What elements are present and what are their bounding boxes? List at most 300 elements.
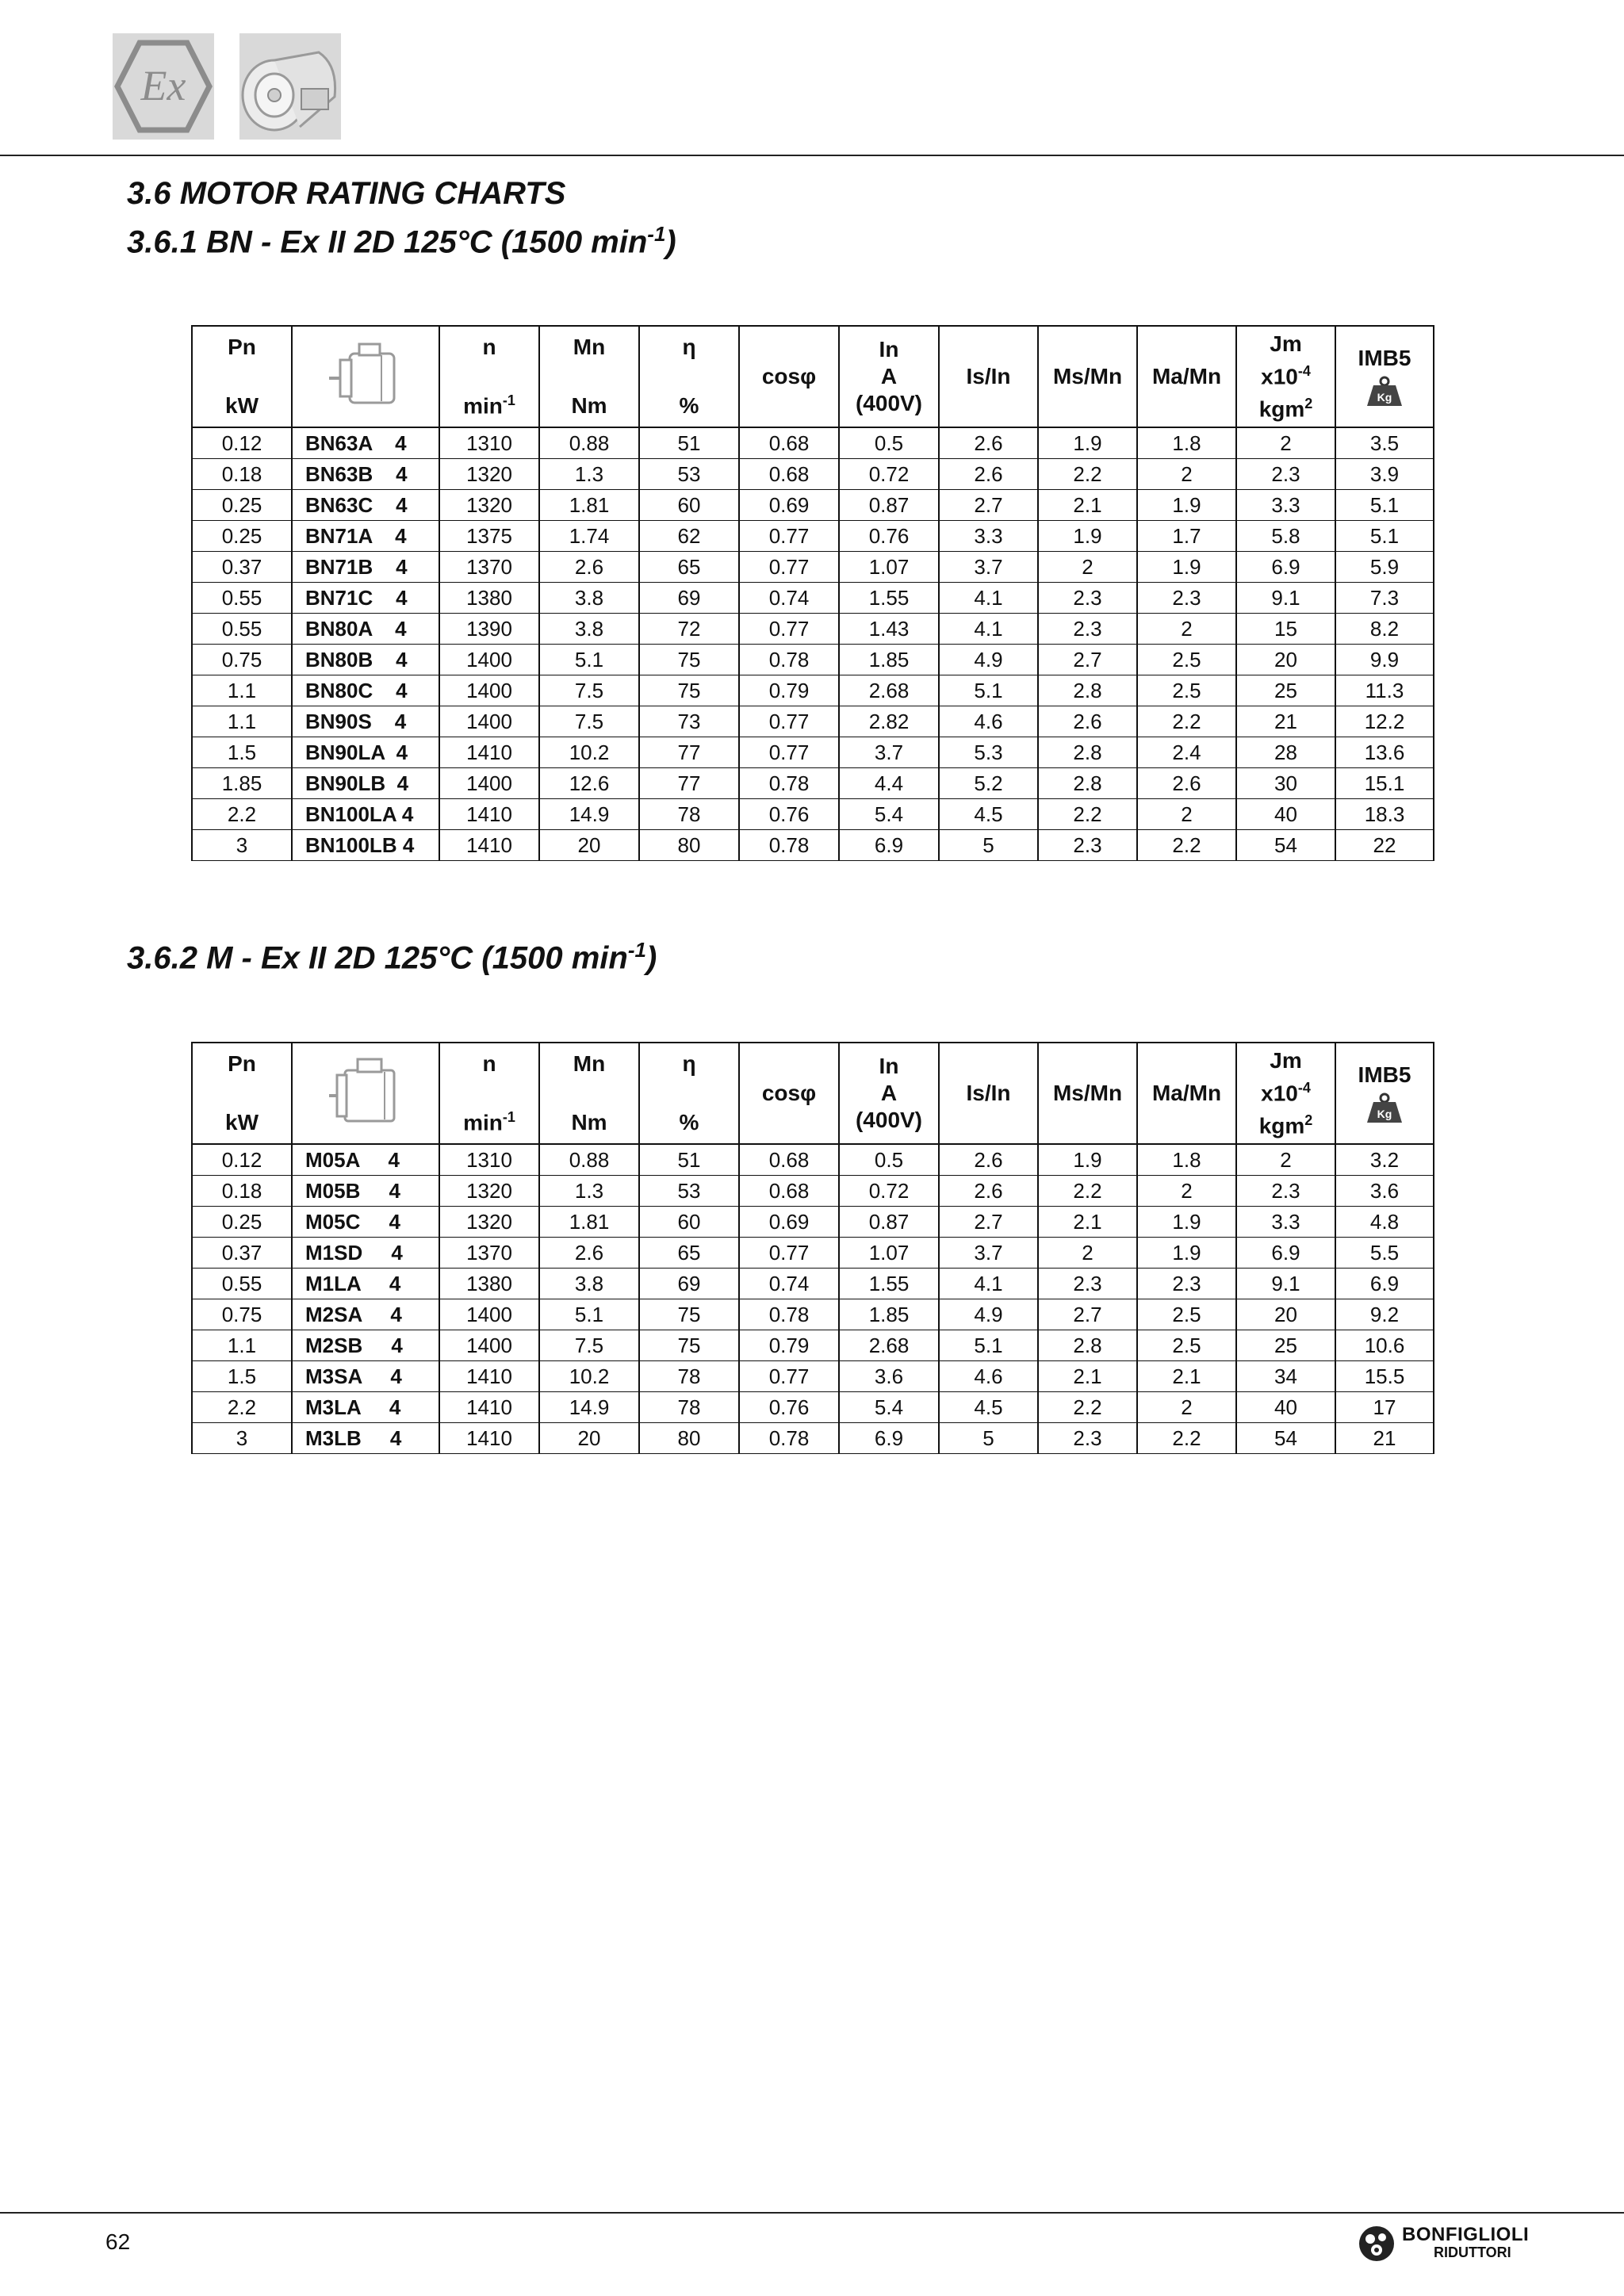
table-cell: 7.5 <box>539 706 639 737</box>
table-cell: 1410 <box>439 1361 539 1392</box>
motor-type-cell: BN90LB 4 <box>292 768 439 799</box>
col-mn <box>539 1043 639 1144</box>
pn-unit: kW <box>225 1110 259 1135</box>
footer-divider <box>0 2212 1624 2214</box>
table-cell: 2.2 <box>1038 1176 1137 1207</box>
table-cell: 28 <box>1236 737 1335 768</box>
table-cell: 1.85 <box>839 645 939 675</box>
table-cell: 7.3 <box>1335 583 1434 614</box>
table-cell: 2.3 <box>1137 1269 1236 1299</box>
table-cell: 0.87 <box>839 1207 939 1238</box>
table2-heading-sup: -1 <box>627 938 646 962</box>
pn-unit: kW <box>225 393 259 418</box>
motor-type-cell: BN80B 4 <box>292 645 439 675</box>
col-type-icon <box>292 1043 439 1144</box>
table-cell: 21 <box>1335 1423 1434 1454</box>
table-body <box>192 1144 1434 1454</box>
table-cell: 3.9 <box>1335 459 1434 490</box>
table-cell: 1400 <box>439 645 539 675</box>
table-cell: 2.2 <box>1038 459 1137 490</box>
table-cell: 2.6 <box>939 459 1038 490</box>
motor-type-cell: BN80C 4 <box>292 675 439 706</box>
n-label: n <box>482 335 496 359</box>
col-jm <box>1236 326 1335 427</box>
table-cell: 1400 <box>439 675 539 706</box>
in-voltage: (400V) <box>855 1108 923 1132</box>
table-cell: 1.8 <box>1137 427 1236 459</box>
table-cell: 1400 <box>439 1299 539 1330</box>
table-cell: 0.69 <box>739 490 839 521</box>
table-cell: 1.85 <box>839 1299 939 1330</box>
table2-heading-close: ) <box>645 940 657 976</box>
col-isin: Is/In <box>939 326 1038 427</box>
table-cell: 2.2 <box>1137 1423 1236 1454</box>
table-cell: 1410 <box>439 830 539 861</box>
table-cell: 1375 <box>439 521 539 552</box>
table-cell: 2.2 <box>192 799 292 830</box>
table-cell: 0.68 <box>739 427 839 459</box>
table-cell: 2.7 <box>1038 1299 1137 1330</box>
table-cell: 1400 <box>439 768 539 799</box>
table-cell: 20 <box>539 830 639 861</box>
table-cell: 75 <box>639 675 739 706</box>
table-cell: 10.6 <box>1335 1330 1434 1361</box>
table-cell: 60 <box>639 1207 739 1238</box>
table-cell: 5.1 <box>539 645 639 675</box>
table-cell: 6.9 <box>1236 1238 1335 1269</box>
table-cell: 9.9 <box>1335 645 1434 675</box>
n-label: n <box>482 1051 496 1076</box>
table-cell: 78 <box>639 799 739 830</box>
table-cell: 1310 <box>439 427 539 459</box>
motor-icon <box>239 33 341 140</box>
table-cell: 54 <box>1236 830 1335 861</box>
table-cell: 0.5 <box>839 1144 939 1176</box>
table-row <box>192 521 1434 552</box>
table-cell: 3.3 <box>1236 490 1335 521</box>
table-cell: 5.9 <box>1335 552 1434 583</box>
table-row <box>192 614 1434 645</box>
table-cell: 5 <box>939 830 1038 861</box>
table-cell: 2.2 <box>192 1392 292 1423</box>
table-cell: 0.75 <box>192 1299 292 1330</box>
table-cell: 30 <box>1236 768 1335 799</box>
table-cell: 1320 <box>439 490 539 521</box>
table-cell: 12.2 <box>1335 706 1434 737</box>
table-cell: 8.2 <box>1335 614 1434 645</box>
jm-unit-sup: 2 <box>1304 1112 1313 1128</box>
table-header-row <box>192 1043 1434 1144</box>
table-cell: 2.6 <box>1137 768 1236 799</box>
table-cell: 40 <box>1236 1392 1335 1423</box>
motor-type-cell: BN100LA 4 <box>292 799 439 830</box>
table-row <box>192 459 1434 490</box>
table-cell: 1410 <box>439 737 539 768</box>
motor-type-cell: BN71A 4 <box>292 521 439 552</box>
table-cell: 0.88 <box>539 427 639 459</box>
table-cell: 2.3 <box>1236 459 1335 490</box>
n-unit <box>463 392 515 419</box>
table-cell: 2.3 <box>1137 583 1236 614</box>
table-cell: 0.18 <box>192 459 292 490</box>
table-cell: 4.6 <box>939 706 1038 737</box>
table-cell: 1.9 <box>1137 490 1236 521</box>
col-eta <box>639 326 739 427</box>
table-cell: 3.3 <box>939 521 1038 552</box>
table-cell: 5.3 <box>939 737 1038 768</box>
table-cell: 51 <box>639 1144 739 1176</box>
eta-unit: % <box>679 1110 699 1135</box>
table-cell: 0.55 <box>192 583 292 614</box>
table-cell: 1.81 <box>539 490 639 521</box>
table-cell: 2.7 <box>939 490 1038 521</box>
table-cell: 2 <box>1137 614 1236 645</box>
table-cell: 0.77 <box>739 552 839 583</box>
table-row <box>192 552 1434 583</box>
table-cell: 2.8 <box>1038 675 1137 706</box>
in-unit: A <box>880 364 898 388</box>
table-cell: 13.6 <box>1335 737 1434 768</box>
table-cell: 1370 <box>439 552 539 583</box>
kg-text: Kg <box>1377 391 1392 404</box>
brand-sub: RIDUTTORI <box>1434 2244 1511 2260</box>
table-cell: 54 <box>1236 1423 1335 1454</box>
table-cell: 4.8 <box>1335 1207 1434 1238</box>
table-cell: 0.12 <box>192 1144 292 1176</box>
table-cell: 1310 <box>439 1144 539 1176</box>
table-cell: 3.3 <box>1236 1207 1335 1238</box>
table-cell: 2.82 <box>839 706 939 737</box>
table-cell: 4.1 <box>939 583 1038 614</box>
table-cell: 0.25 <box>192 1207 292 1238</box>
m-motor-icon <box>326 1053 405 1129</box>
table-cell: 2.6 <box>939 1176 1038 1207</box>
table-row <box>192 675 1434 706</box>
table-cell: 75 <box>639 645 739 675</box>
table-cell: 69 <box>639 1269 739 1299</box>
table-cell: 0.77 <box>739 1361 839 1392</box>
table-cell: 0.77 <box>739 1238 839 1269</box>
table1-heading-close: ) <box>665 224 676 260</box>
table-cell: 5.2 <box>939 768 1038 799</box>
n-unit-text: min <box>463 393 503 418</box>
col-msmn: Ms/Mn <box>1038 1043 1137 1144</box>
table-cell: 15.1 <box>1335 768 1434 799</box>
table-cell: 75 <box>639 1299 739 1330</box>
table-cell: 5.4 <box>839 1392 939 1423</box>
table-cell: 2.4 <box>1137 737 1236 768</box>
table-cell: 3.8 <box>539 614 639 645</box>
table-cell: 3.8 <box>539 1269 639 1299</box>
table-cell: 5.1 <box>539 1299 639 1330</box>
table-cell: 2.5 <box>1137 1330 1236 1361</box>
motor-type-cell: BN71C 4 <box>292 583 439 614</box>
table-cell: 77 <box>639 737 739 768</box>
table-row <box>192 1423 1434 1454</box>
table-cell: 10.2 <box>539 737 639 768</box>
table1-heading-sup: -1 <box>647 222 666 246</box>
table-cell: 0.78 <box>739 1423 839 1454</box>
table-cell: 0.78 <box>739 830 839 861</box>
motor-type-cell: M3LA 4 <box>292 1392 439 1423</box>
table-cell: 2 <box>1137 1392 1236 1423</box>
table-cell: 2.6 <box>1038 706 1137 737</box>
table-cell: 2.5 <box>1137 1299 1236 1330</box>
table-cell: 11.3 <box>1335 675 1434 706</box>
jm-unit-sup: 2 <box>1304 396 1313 411</box>
brand-name: BONFIGLIOLI <box>1402 2224 1530 2245</box>
table-cell: 25 <box>1236 1330 1335 1361</box>
motor-type-cell: M2SB 4 <box>292 1330 439 1361</box>
table-cell: 3.5 <box>1335 427 1434 459</box>
motor-type-cell: BN100LB 4 <box>292 830 439 861</box>
table-row <box>192 1207 1434 1238</box>
table-cell: 2.1 <box>1137 1361 1236 1392</box>
n-unit-sup: -1 <box>502 1108 515 1125</box>
table-cell: 2.6 <box>939 1144 1038 1176</box>
table-cell: 1.9 <box>1137 1238 1236 1269</box>
table-cell: 1.5 <box>192 1361 292 1392</box>
table-cell: 0.77 <box>739 614 839 645</box>
table-cell: 3 <box>192 1423 292 1454</box>
table-cell: 2 <box>1236 1144 1335 1176</box>
table-cell: 65 <box>639 552 739 583</box>
table-cell: 2 <box>1038 552 1137 583</box>
table-row <box>192 1330 1434 1361</box>
kg-text: Kg <box>1377 1108 1392 1120</box>
table-cell: 15.5 <box>1335 1361 1434 1392</box>
col-mamn: Ma/Mn <box>1137 1043 1236 1144</box>
jm-label: Jm <box>1270 331 1302 356</box>
table-cell: 1.55 <box>839 1269 939 1299</box>
table-cell: 2.68 <box>839 675 939 706</box>
table-cell: 3.8 <box>539 583 639 614</box>
table-cell: 2 <box>1236 427 1335 459</box>
table-cell: 15 <box>1236 614 1335 645</box>
weight-kg-icon <box>1365 376 1404 408</box>
table-cell: 75 <box>639 1330 739 1361</box>
table-cell: 0.37 <box>192 552 292 583</box>
table-cell: 1.9 <box>1038 521 1137 552</box>
table-cell: 0.75 <box>192 645 292 675</box>
table-row <box>192 768 1434 799</box>
table-cell: 1390 <box>439 614 539 645</box>
table-cell: 0.87 <box>839 490 939 521</box>
table-cell: 1.85 <box>192 768 292 799</box>
table-cell: 22 <box>1335 830 1434 861</box>
table-cell: 1.8 <box>1137 1144 1236 1176</box>
table-cell: 0.76 <box>839 521 939 552</box>
table-cell: 2.5 <box>1137 675 1236 706</box>
section-title: 3.6 MOTOR RATING CHARTS <box>127 176 566 211</box>
bonfiglioli-gear-icon <box>1358 2225 1396 2263</box>
jm-x: x10 <box>1261 364 1298 388</box>
table-cell: 80 <box>639 830 739 861</box>
table-cell: 0.76 <box>739 799 839 830</box>
table-cell: 9.2 <box>1335 1299 1434 1330</box>
imb5-label: IMB5 <box>1358 1062 1411 1087</box>
jm-label: Jm <box>1270 1047 1302 1073</box>
table-cell: 4.5 <box>939 1392 1038 1423</box>
table-cell: 0.77 <box>739 706 839 737</box>
table-cell: 34 <box>1236 1361 1335 1392</box>
table-cell: 1.43 <box>839 614 939 645</box>
table-cell: 2.8 <box>1038 1330 1137 1361</box>
table-cell: 2.1 <box>1038 490 1137 521</box>
col-mamn: Ma/Mn <box>1137 326 1236 427</box>
col-isin: Is/In <box>939 1043 1038 1144</box>
table-cell: 0.78 <box>739 768 839 799</box>
table-cell: 2.6 <box>939 427 1038 459</box>
table-cell: 9.1 <box>1236 583 1335 614</box>
table-cell: 77 <box>639 768 739 799</box>
table-row <box>192 645 1434 675</box>
table-cell: 10.2 <box>539 1361 639 1392</box>
table-cell: 2.7 <box>939 1207 1038 1238</box>
table-cell: 1320 <box>439 1176 539 1207</box>
table-cell: 2.1 <box>1038 1361 1137 1392</box>
table-cell: 18.3 <box>1335 799 1434 830</box>
table-cell: 1.3 <box>539 1176 639 1207</box>
n-unit-sup: -1 <box>502 392 515 408</box>
table-cell: 1.07 <box>839 1238 939 1269</box>
in-label: In <box>879 1054 899 1078</box>
table-row <box>192 1269 1434 1299</box>
table-cell: 3.6 <box>839 1361 939 1392</box>
bn-motor-icon <box>326 336 405 412</box>
motor-type-cell: BN63A 4 <box>292 427 439 459</box>
table-cell: 0.77 <box>739 737 839 768</box>
table-cell: 1.5 <box>192 737 292 768</box>
n-unit-text: min <box>463 1110 503 1135</box>
page-number: 62 <box>105 2229 131 2254</box>
table-cell: 0.78 <box>739 1299 839 1330</box>
table-cell: 14.9 <box>539 1392 639 1423</box>
jm-x-sup: -4 <box>1297 1079 1311 1096</box>
table-cell: 0.12 <box>192 427 292 459</box>
motor-type-cell: M2SA 4 <box>292 1299 439 1330</box>
table-cell: 5.4 <box>839 799 939 830</box>
n-unit <box>463 1109 515 1135</box>
table1-heading <box>127 222 676 260</box>
table-cell: 1400 <box>439 706 539 737</box>
table2-heading <box>127 938 657 976</box>
table-cell: 78 <box>639 1361 739 1392</box>
table-cell: 2.6 <box>539 1238 639 1269</box>
table-cell: 62 <box>639 521 739 552</box>
table-cell: 25 <box>1236 675 1335 706</box>
table-cell: 0.72 <box>839 459 939 490</box>
table-cell: 6.9 <box>839 1423 939 1454</box>
in-label: In <box>879 337 899 362</box>
table-cell: 0.79 <box>739 1330 839 1361</box>
col-jm <box>1236 1043 1335 1144</box>
table-cell: 2.3 <box>1236 1176 1335 1207</box>
table-row <box>192 1392 1434 1423</box>
table-cell: 1.1 <box>192 675 292 706</box>
col-cos: cosφ <box>739 326 839 427</box>
table-cell: 3.7 <box>939 1238 1038 1269</box>
table-row <box>192 1299 1434 1330</box>
table-cell: 4.1 <box>939 1269 1038 1299</box>
table-cell: 0.72 <box>839 1176 939 1207</box>
table-cell: 1.07 <box>839 552 939 583</box>
motor-type-cell: BN90LA 4 <box>292 737 439 768</box>
table-cell: 2.5 <box>1137 645 1236 675</box>
mn-label: Mn <box>573 335 606 359</box>
table-cell: 0.74 <box>739 1269 839 1299</box>
table-cell: 0.78 <box>739 645 839 675</box>
table-body <box>192 427 1434 861</box>
table-cell: 1.9 <box>1038 1144 1137 1176</box>
table-cell: 12.6 <box>539 768 639 799</box>
motor-type-cell: BN71B 4 <box>292 552 439 583</box>
table-cell: 20 <box>1236 645 1335 675</box>
col-cos: cosφ <box>739 1043 839 1144</box>
table-cell: 2.8 <box>1038 737 1137 768</box>
bn-rating-table <box>191 325 1434 861</box>
table-cell: 7.5 <box>539 1330 639 1361</box>
table-cell: 73 <box>639 706 739 737</box>
table-cell: 60 <box>639 490 739 521</box>
table-cell: 0.74 <box>739 583 839 614</box>
table-cell: 17 <box>1335 1392 1434 1423</box>
table-cell: 5.8 <box>1236 521 1335 552</box>
motor-type-cell: BN90S 4 <box>292 706 439 737</box>
col-n <box>439 1043 539 1144</box>
motor-type-cell: BN63C 4 <box>292 490 439 521</box>
table-cell: 0.77 <box>739 521 839 552</box>
table-cell: 14.9 <box>539 799 639 830</box>
in-voltage: (400V) <box>855 391 923 415</box>
table-cell: 1.55 <box>839 583 939 614</box>
table-cell: 2.68 <box>839 1330 939 1361</box>
table-cell: 3.6 <box>1335 1176 1434 1207</box>
table-header-row <box>192 326 1434 427</box>
table-cell: 1.9 <box>1137 1207 1236 1238</box>
table-cell: 2.2 <box>1137 706 1236 737</box>
pn-label: Pn <box>228 1051 256 1076</box>
table-cell: 2.7 <box>1038 645 1137 675</box>
m-rating-table <box>191 1042 1434 1454</box>
table-cell: 1.7 <box>1137 521 1236 552</box>
table-cell: 5.1 <box>1335 490 1434 521</box>
table-cell: 2 <box>1137 799 1236 830</box>
eta-label: η <box>682 335 696 359</box>
table-row <box>192 1144 1434 1176</box>
jm-unit <box>1259 390 1313 423</box>
table-cell: 2.2 <box>1137 830 1236 861</box>
table-cell: 0.68 <box>739 1176 839 1207</box>
table-cell: 4.4 <box>839 768 939 799</box>
table2-heading-text: 3.6.2 M - Ex II 2D 125°C (1500 min <box>127 940 628 976</box>
motor-type-cell: M3SA 4 <box>292 1361 439 1392</box>
table-row <box>192 1176 1434 1207</box>
table-cell: 78 <box>639 1392 739 1423</box>
table-row <box>192 583 1434 614</box>
table-cell: 1.1 <box>192 706 292 737</box>
motor-type-cell: M1SD 4 <box>292 1238 439 1269</box>
table-cell: 80 <box>639 1423 739 1454</box>
header-divider <box>0 155 1624 156</box>
table-cell: 2.3 <box>1038 1269 1137 1299</box>
table-cell: 4.9 <box>939 645 1038 675</box>
table-cell: 2 <box>1137 459 1236 490</box>
table1-heading-text: 3.6.1 BN - Ex II 2D 125°C (1500 min <box>127 224 648 260</box>
col-eta <box>639 1043 739 1144</box>
table-cell: 1410 <box>439 1392 539 1423</box>
table-cell: 51 <box>639 427 739 459</box>
